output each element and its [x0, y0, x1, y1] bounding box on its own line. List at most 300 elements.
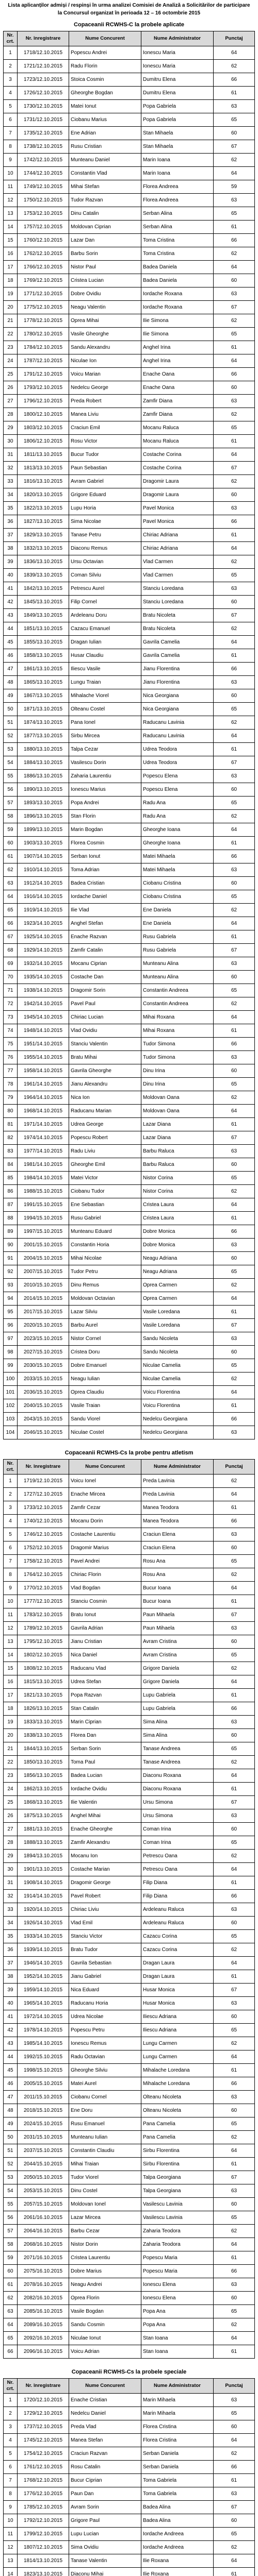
cell-nr-crt: 30 [3, 1863, 18, 1876]
cell-punctaj: 61 [214, 2158, 255, 2171]
cell-nr-inregistrare: 1730/12.10.2015 [18, 100, 69, 113]
cell-nr-inregistrare: 1785/12.10.2015 [18, 2501, 69, 2514]
cell-punctaj: 67 [214, 609, 255, 622]
cell-nr-inregistrare: 1946/14.10.2015 [18, 1957, 69, 1970]
cell-nume-administrator: Constantin Andreea [141, 997, 214, 1011]
cell-nr-inregistrare: 1814/13.10.2015 [18, 2554, 69, 2568]
table-row [3, 2278, 255, 2292]
cell-nume-concurent: Matei Aurel [69, 2077, 141, 2091]
cell-punctaj: 64 [214, 1105, 255, 1118]
cell-nume-concurent: Dragomir Sorin [69, 984, 141, 997]
cell-punctaj: 64 [214, 2332, 255, 2345]
cell-nume-administrator: Toma Gabriela [141, 2474, 214, 2487]
cell-nr-inregistrare: 1988/15.10.2015 [18, 1185, 69, 1198]
cell-nr-crt: 52 [3, 2158, 18, 2171]
cell-nume-administrator: Raducanu Lavinia [141, 716, 214, 730]
cell-nr-inregistrare: 1951/14.10.2015 [18, 1038, 69, 1051]
cell-nr-inregistrare: 1850/13.10.2015 [18, 1756, 69, 1769]
cell-nume-concurent: Nistor Cornel [69, 1332, 141, 1346]
cell-nr-crt: 61 [3, 850, 18, 863]
cell-nume-concurent: Nica Ion [69, 1091, 141, 1105]
cell-nume-administrator: Enache Oana [141, 381, 214, 395]
cell-nume-administrator: Dinu Irina [141, 1064, 214, 1078]
table-row [3, 100, 255, 113]
cell-nume-concurent: Costache Dan [69, 971, 141, 984]
table-row [3, 676, 255, 689]
cell-nume-administrator: Petrescu Oana [141, 1863, 214, 1876]
cell-nume-administrator: Niculae Camelia [141, 1372, 214, 1386]
cell-nr-inregistrare: 1874/13.10.2015 [18, 716, 69, 730]
cell-punctaj: 64 [214, 1582, 255, 1595]
cell-nr-inregistrare: 1745/12.10.2015 [18, 2434, 69, 2447]
cell-nr-crt: 91 [3, 1252, 18, 1265]
cell-nr-crt: 100 [3, 1372, 18, 1386]
table-row [3, 1091, 255, 1105]
table-row [3, 1582, 255, 1595]
cell-nr-inregistrare: 1768/12.10.2015 [18, 2474, 69, 2487]
cell-nume-administrator: Badea Alina [141, 2501, 214, 2514]
table-row [3, 462, 255, 475]
cell-nr-inregistrare: 1746/12.10.2015 [18, 1528, 69, 1541]
cell-nr-inregistrare: 2023/15.10.2015 [18, 1332, 69, 1346]
cell-punctaj: 60 [214, 689, 255, 703]
cell-nume-concurent: Costache Marian [69, 1863, 141, 1876]
cell-nume-administrator: Talpa Georgiana [141, 2184, 214, 2198]
cell-nr-crt: 78 [3, 1078, 18, 1091]
cell-punctaj: 63 [214, 1716, 255, 1729]
cell-punctaj: 61 [214, 2064, 255, 2077]
table-row [3, 917, 255, 930]
cell-nume-administrator: Radu Ana [141, 810, 214, 823]
cell-nr-crt: 88 [3, 1212, 18, 1225]
cell-nume-administrator: Costache Corina [141, 462, 214, 475]
cell-nr-crt: 34 [3, 488, 18, 502]
table-row [3, 1399, 255, 1413]
cell-nr-inregistrare: 1858/13.10.2015 [18, 649, 69, 663]
cell-punctaj: 65 [214, 1078, 255, 1091]
cell-nume-administrator: Popa Gabriela [141, 100, 214, 113]
cell-nume-administrator: Zaharia Teodora [141, 2238, 214, 2251]
cell-nr-inregistrare: 1844/13.10.2015 [18, 1742, 69, 1756]
cell-nume-administrator: Rosu Ana [141, 1568, 214, 1582]
cell-nume-administrator: Mihalache Loredana [141, 2077, 214, 2091]
cell-nr-crt: 16 [3, 1675, 18, 1689]
cell-nr-crt: 59 [3, 2251, 18, 2265]
cell-nr-inregistrare: 1867/13.10.2015 [18, 689, 69, 703]
cell-nr-crt: 17 [3, 1689, 18, 1702]
table-row [3, 2420, 255, 2434]
table-row [3, 207, 255, 221]
cell-nume-administrator: Niculae Camelia [141, 1359, 214, 1372]
cell-nume-concurent: Popescu Andrei [69, 46, 141, 60]
cell-nr-crt: 2 [3, 2407, 18, 2420]
cell-punctaj: 65 [214, 703, 255, 716]
cell-punctaj: 60 [214, 488, 255, 502]
cell-nr-inregistrare: 1803/12.10.2015 [18, 421, 69, 435]
cell-nr-inregistrare: 1997/15.10.2015 [18, 1225, 69, 1239]
cell-nume-administrator: Rusu Gabriela [141, 944, 214, 957]
cell-nume-concurent: Niculae Ionut [69, 2332, 141, 2345]
cell-nr-inregistrare: 2020/15.10.2015 [18, 1319, 69, 1332]
cell-nume-administrator: Zamfir Diana [141, 395, 214, 408]
table-row [3, 1528, 255, 1541]
cell-nume-concurent: Dinu Catalin [69, 207, 141, 221]
table-row [3, 1555, 255, 1568]
cell-nr-inregistrare: 1942/14.10.2015 [18, 997, 69, 1011]
cell-punctaj: 64 [214, 1769, 255, 1783]
cell-nr-crt: 54 [3, 2184, 18, 2198]
cell-nr-inregistrare: 1925/14.10.2015 [18, 930, 69, 944]
table-row [3, 381, 255, 395]
cell-nume-administrator: Stanciu Loredana [141, 582, 214, 596]
table-row [3, 1796, 255, 1809]
cell-punctaj: 62 [214, 60, 255, 73]
cell-nr-crt: 54 [3, 756, 18, 770]
cell-nr-inregistrare: 1948/14.10.2015 [18, 1024, 69, 1038]
cell-nume-concurent: Lungu Traian [69, 676, 141, 689]
table-row [3, 328, 255, 341]
cell-punctaj: 63 [214, 582, 255, 596]
cell-nume-concurent: Munteanu Eduard [69, 1225, 141, 1239]
cell-nr-crt: 16 [3, 247, 18, 261]
cell-punctaj: 66 [214, 1225, 255, 1239]
cell-nr-crt: 70 [3, 971, 18, 984]
cell-nume-administrator: Dobre Monica [141, 1225, 214, 1239]
table-section [3, 19, 255, 1439]
cell-nume-administrator: Chiriac Adriana [141, 542, 214, 555]
cell-nume-administrator: Sirbu Florentina [141, 2144, 214, 2158]
table-row [3, 2050, 255, 2064]
cell-nr-crt: 46 [3, 649, 18, 663]
cell-nr-inregistrare: 1731/12.10.2015 [18, 113, 69, 127]
cell-punctaj: 63 [214, 1332, 255, 1346]
table-row [3, 1386, 255, 1399]
cell-nr-inregistrare: 1813/13.10.2015 [18, 462, 69, 475]
data-table [3, 1459, 255, 2359]
cell-nume-administrator: Dumitru Elena [141, 73, 214, 87]
table-row [3, 2528, 255, 2541]
cell-nr-crt: 73 [3, 1011, 18, 1024]
cell-nume-concurent: Constantin Vlad [69, 167, 141, 180]
cell-nume-concurent: Serban Sorin [69, 1742, 141, 1756]
cell-nr-inregistrare: 1935/14.10.2015 [18, 971, 69, 984]
cell-punctaj: 67 [214, 1319, 255, 1332]
cell-nume-administrator: Lungu Carmen [141, 2037, 214, 2050]
cell-nr-crt: 53 [3, 2171, 18, 2184]
cell-nume-administrator: Nedelcu Georgiana [141, 1426, 214, 1439]
cell-nume-administrator: Gavrila Camelia [141, 649, 214, 663]
cell-nume-concurent: Rosu Catalin [69, 2461, 141, 2474]
cell-nume-administrator: Florea Cristina [141, 2420, 214, 2434]
cell-nume-concurent: Bucur Ciprian [69, 2474, 141, 2487]
cell-nr-crt: 12 [3, 194, 18, 207]
cell-nr-crt: 50 [3, 2131, 18, 2144]
cell-nume-administrator: Pana Camelia [141, 2131, 214, 2144]
cell-nume-concurent: Dobre Marius [69, 2265, 141, 2278]
table-row [3, 837, 255, 850]
cell-nr-crt: 13 [3, 207, 18, 221]
table-header-row [3, 1459, 255, 1475]
table-row [3, 1984, 255, 1997]
cell-nr-crt: 82 [3, 1131, 18, 1145]
table-row [3, 2144, 255, 2158]
cell-punctaj: 62 [214, 408, 255, 421]
table-row [3, 1702, 255, 1716]
cell-nume-administrator: Badea Daniela [141, 261, 214, 274]
cell-nr-inregistrare: 1861/13.10.2015 [18, 663, 69, 676]
cell-nume-concurent: Dragomir George [69, 1876, 141, 1890]
cell-nume-concurent: Olteanu Costel [69, 703, 141, 716]
table-row [3, 1185, 255, 1198]
cell-nume-administrator: Udrea Teodora [141, 743, 214, 756]
cell-nume-concurent: Ilie Valentin [69, 1796, 141, 1809]
cell-nr-crt: 3 [3, 1501, 18, 1515]
cell-nr-inregistrare: 1791/12.10.2015 [18, 368, 69, 381]
cell-nr-inregistrare: 1721/12.10.2015 [18, 60, 69, 73]
cell-nume-administrator: Iordache Roxana [141, 287, 214, 301]
table-row [3, 1078, 255, 1091]
cell-nume-administrator: Stan Ioana [141, 2345, 214, 2359]
cell-nume-concurent: Cristea Lucian [69, 274, 141, 287]
cell-nume-concurent: Nedelcu Daniel [69, 2407, 141, 2420]
cell-nr-crt: 2 [3, 60, 18, 73]
table-row [3, 2211, 255, 2225]
cell-nume-concurent: Anghel Mihai [69, 1809, 141, 1823]
cell-nr-inregistrare: 1842/13.10.2015 [18, 582, 69, 596]
cell-nr-crt: 32 [3, 462, 18, 475]
cell-punctaj: 60 [214, 127, 255, 140]
cell-nr-crt: 30 [3, 435, 18, 448]
cell-nr-inregistrare: 1829/13.10.2015 [18, 529, 69, 542]
cell-nume-administrator: Vlad Carmen [141, 555, 214, 569]
cell-nr-inregistrare: 1727/12.10.2015 [18, 1488, 69, 1501]
cell-punctaj: 65 [214, 796, 255, 810]
cell-nr-inregistrare: 1723/12.10.2015 [18, 73, 69, 87]
cell-nume-concurent: Raducanu Marian [69, 1105, 141, 1118]
cell-nr-inregistrare: 1799/12.10.2015 [18, 2528, 69, 2541]
table-row [3, 435, 255, 448]
cell-nume-administrator: Pana Camelia [141, 2117, 214, 2131]
cell-nr-crt: 93 [3, 1279, 18, 1292]
cell-nume-concurent: Chiriac Lucian [69, 1011, 141, 1024]
cell-nume-administrator: Ciobanu Cristina [141, 890, 214, 904]
cell-nume-concurent: Mocanu Ciprian [69, 957, 141, 971]
cell-nr-crt: 14 [3, 221, 18, 234]
cell-punctaj: 66 [214, 2265, 255, 2278]
table-row [3, 2251, 255, 2265]
cell-nume-concurent: Constantin Claudiu [69, 2144, 141, 2158]
cell-nr-crt: 27 [3, 1823, 18, 1836]
cell-nume-administrator: Iordache Andreea [141, 2541, 214, 2554]
cell-nume-administrator: Ursu Simona [141, 1809, 214, 1823]
cell-nr-crt: 11 [3, 2528, 18, 2541]
cell-nr-inregistrare: 1964/14.10.2015 [18, 1091, 69, 1105]
cell-nume-concurent: Ene Sebastian [69, 1198, 141, 1212]
cell-nume-concurent: Tudor Razvan [69, 194, 141, 207]
cell-nume-concurent: Ionescu Marius [69, 783, 141, 796]
cell-nume-concurent: Enache Mircea [69, 1488, 141, 1501]
cell-nr-inregistrare: 1974/14.10.2015 [18, 1131, 69, 1145]
cell-nume-administrator: Bucur Ioana [141, 1595, 214, 1608]
cell-nume-concurent: Popescu Petru [69, 2024, 141, 2037]
cell-nr-inregistrare: 1822/13.10.2015 [18, 502, 69, 515]
table-row [3, 1903, 255, 1917]
cell-nume-administrator: Paun Mihaela [141, 1622, 214, 1635]
table-row [3, 636, 255, 649]
cell-nume-administrator: Rusu Gabriela [141, 930, 214, 944]
cell-nume-administrator: Mihai Roxana [141, 1024, 214, 1038]
cell-nr-crt: 24 [3, 1783, 18, 1796]
cell-punctaj: 61 [214, 743, 255, 756]
cell-punctaj: 66 [214, 73, 255, 87]
cell-nr-inregistrare: 1807/12.10.2015 [18, 2541, 69, 2554]
cell-nume-concurent: Oprea Florin [69, 2292, 141, 2305]
cell-nr-crt: 49 [3, 2117, 18, 2131]
column-header: Nume Administrator [141, 31, 214, 46]
cell-punctaj: 66 [214, 2077, 255, 2091]
cell-nume-concurent: Craciun Emil [69, 421, 141, 435]
cell-nume-concurent: Zamfir Cezar [69, 1501, 141, 1515]
cell-punctaj: 65 [214, 1836, 255, 1850]
cell-nr-crt: 33 [3, 1903, 18, 1917]
cell-nume-administrator: Gheorghe Ioana [141, 837, 214, 850]
cell-nume-concurent: Craciun Razvan [69, 2447, 141, 2461]
cell-nr-crt: 44 [3, 622, 18, 636]
cell-nume-administrator: Tanase Andreea [141, 1756, 214, 1769]
cell-nume-concurent: Nistor Paul [69, 261, 141, 274]
cell-nume-administrator: Tudor Simona [141, 1051, 214, 1064]
cell-nume-concurent: Sandu Viorel [69, 1413, 141, 1426]
cell-nume-concurent: Vasile Traian [69, 1399, 141, 1413]
cell-nume-administrator: Iliescu Adriana [141, 2010, 214, 2024]
cell-punctaj: 66 [214, 234, 255, 247]
cell-punctaj: 67 [214, 2171, 255, 2184]
cell-nume-administrator: Craciun Elena [141, 1541, 214, 1555]
cell-nr-crt: 21 [3, 314, 18, 328]
cell-nr-crt: 28 [3, 1836, 18, 1850]
table-row [3, 2158, 255, 2171]
column-header: Nr. crt. [3, 1459, 18, 1475]
cell-nr-inregistrare: 1766/12.10.2015 [18, 261, 69, 274]
section-title: Copaceanii RCWHS-Cs la probe pentru atletism [64, 1450, 194, 1456]
cell-nume-concurent: Ene Adrian [69, 127, 141, 140]
cell-nr-crt: 75 [3, 1038, 18, 1051]
cell-nr-inregistrare: 2064/16.10.2015 [18, 2225, 69, 2238]
cell-nr-inregistrare: 1776/12.10.2015 [18, 2487, 69, 2501]
cell-nume-concurent: Grigore Paul [69, 2514, 141, 2528]
cell-nr-crt: 14 [3, 2568, 18, 2576]
cell-nr-crt: 51 [3, 2144, 18, 2158]
cell-nume-concurent: Gheorghe Bogdan [69, 87, 141, 100]
cell-nume-concurent: Ciobanu Marius [69, 113, 141, 127]
table-row [3, 1756, 255, 1769]
cell-nume-administrator: Marin Ioana [141, 154, 214, 167]
cell-nume-concurent: Popescu Robert [69, 1131, 141, 1145]
cell-nr-inregistrare: 1849/13.10.2015 [18, 609, 69, 622]
cell-punctaj: 62 [214, 622, 255, 636]
cell-nr-inregistrare: 1959/14.10.2015 [18, 1984, 69, 1997]
cell-nr-inregistrare: 1896/13.10.2015 [18, 810, 69, 823]
cell-nr-crt: 38 [3, 542, 18, 555]
table-row [3, 2091, 255, 2104]
cell-nr-inregistrare: 1977/14.10.2015 [18, 1145, 69, 1158]
cell-nume-concurent: Iliescu Vasile [69, 663, 141, 676]
cell-nr-crt: 31 [3, 1876, 18, 1890]
cell-nume-administrator: Cristea Laura [141, 1212, 214, 1225]
cell-nume-concurent: Lupu Horia [69, 502, 141, 515]
table-row [3, 756, 255, 770]
cell-nume-concurent: Neagu Andrei [69, 2278, 141, 2292]
cell-nume-administrator: Sandu Nicoleta [141, 1332, 214, 1346]
cell-nume-concurent: Udrea George [69, 1118, 141, 1131]
cell-nr-crt: 69 [3, 957, 18, 971]
cell-nume-administrator: Manea Teodora [141, 1515, 214, 1528]
cell-punctaj: 66 [214, 368, 255, 381]
table-row [3, 877, 255, 890]
cell-punctaj: 62 [214, 810, 255, 823]
table-row [3, 850, 255, 863]
cell-nr-crt: 38 [3, 1970, 18, 1984]
table-row [3, 1319, 255, 1332]
table-row [3, 997, 255, 1011]
cell-nr-crt: 26 [3, 1809, 18, 1823]
cell-nr-crt: 37 [3, 1957, 18, 1970]
cell-punctaj: 63 [214, 194, 255, 207]
cell-nr-inregistrare: 1793/12.10.2015 [18, 381, 69, 395]
table-row [3, 368, 255, 381]
cell-nume-administrator: Zaharia Teodora [141, 2225, 214, 2238]
cell-nume-administrator: Zamfir Diana [141, 408, 214, 421]
cell-nume-concurent: Dragomir Marius [69, 1541, 141, 1555]
cell-nume-concurent: Oprea Mihai [69, 314, 141, 328]
cell-punctaj: 60 [214, 1917, 255, 1930]
cell-punctaj: 62 [214, 2447, 255, 2461]
cell-nr-crt: 59 [3, 823, 18, 837]
cell-punctaj: 60 [214, 274, 255, 287]
cell-nume-administrator: Cristea Laura [141, 1198, 214, 1212]
cell-nr-crt: 53 [3, 743, 18, 756]
cell-nr-crt: 18 [3, 274, 18, 287]
cell-nr-crt: 28 [3, 408, 18, 421]
table-row [3, 863, 255, 877]
cell-nume-concurent: Voicu Ionel [69, 1475, 141, 1488]
cell-nume-concurent: Tanase Petru [69, 529, 141, 542]
table-row [3, 1172, 255, 1185]
cell-nume-administrator: Florea Andreea [141, 180, 214, 194]
cell-nr-crt: 9 [3, 154, 18, 167]
cell-nume-administrator: Florea Andreea [141, 194, 214, 207]
cell-nr-inregistrare: 2050/15.10.2015 [18, 2171, 69, 2184]
table-row [3, 314, 255, 328]
cell-nr-crt: 63 [3, 877, 18, 890]
cell-punctaj: 65 [214, 2305, 255, 2318]
cell-punctaj: 66 [214, 663, 255, 676]
cell-punctaj: 65 [214, 113, 255, 127]
cell-nume-administrator: Manea Teodora [141, 1501, 214, 1515]
cell-nume-administrator: Iordache Roxana [141, 301, 214, 314]
table-row [3, 2345, 255, 2359]
cell-nr-inregistrare: 1907/14.10.2015 [18, 850, 69, 863]
cell-nr-crt: 99 [3, 1359, 18, 1372]
cell-nr-crt: 55 [3, 2198, 18, 2211]
cell-nume-administrator: Cazacu Corina [141, 1943, 214, 1957]
table-row [3, 475, 255, 488]
column-header: Nr. crt. [3, 31, 18, 46]
table-header-row [3, 31, 255, 46]
cell-nr-inregistrare: 1762/12.10.2015 [18, 247, 69, 261]
cell-nr-crt: 1 [3, 1475, 18, 1488]
cell-punctaj: 65 [214, 2528, 255, 2541]
